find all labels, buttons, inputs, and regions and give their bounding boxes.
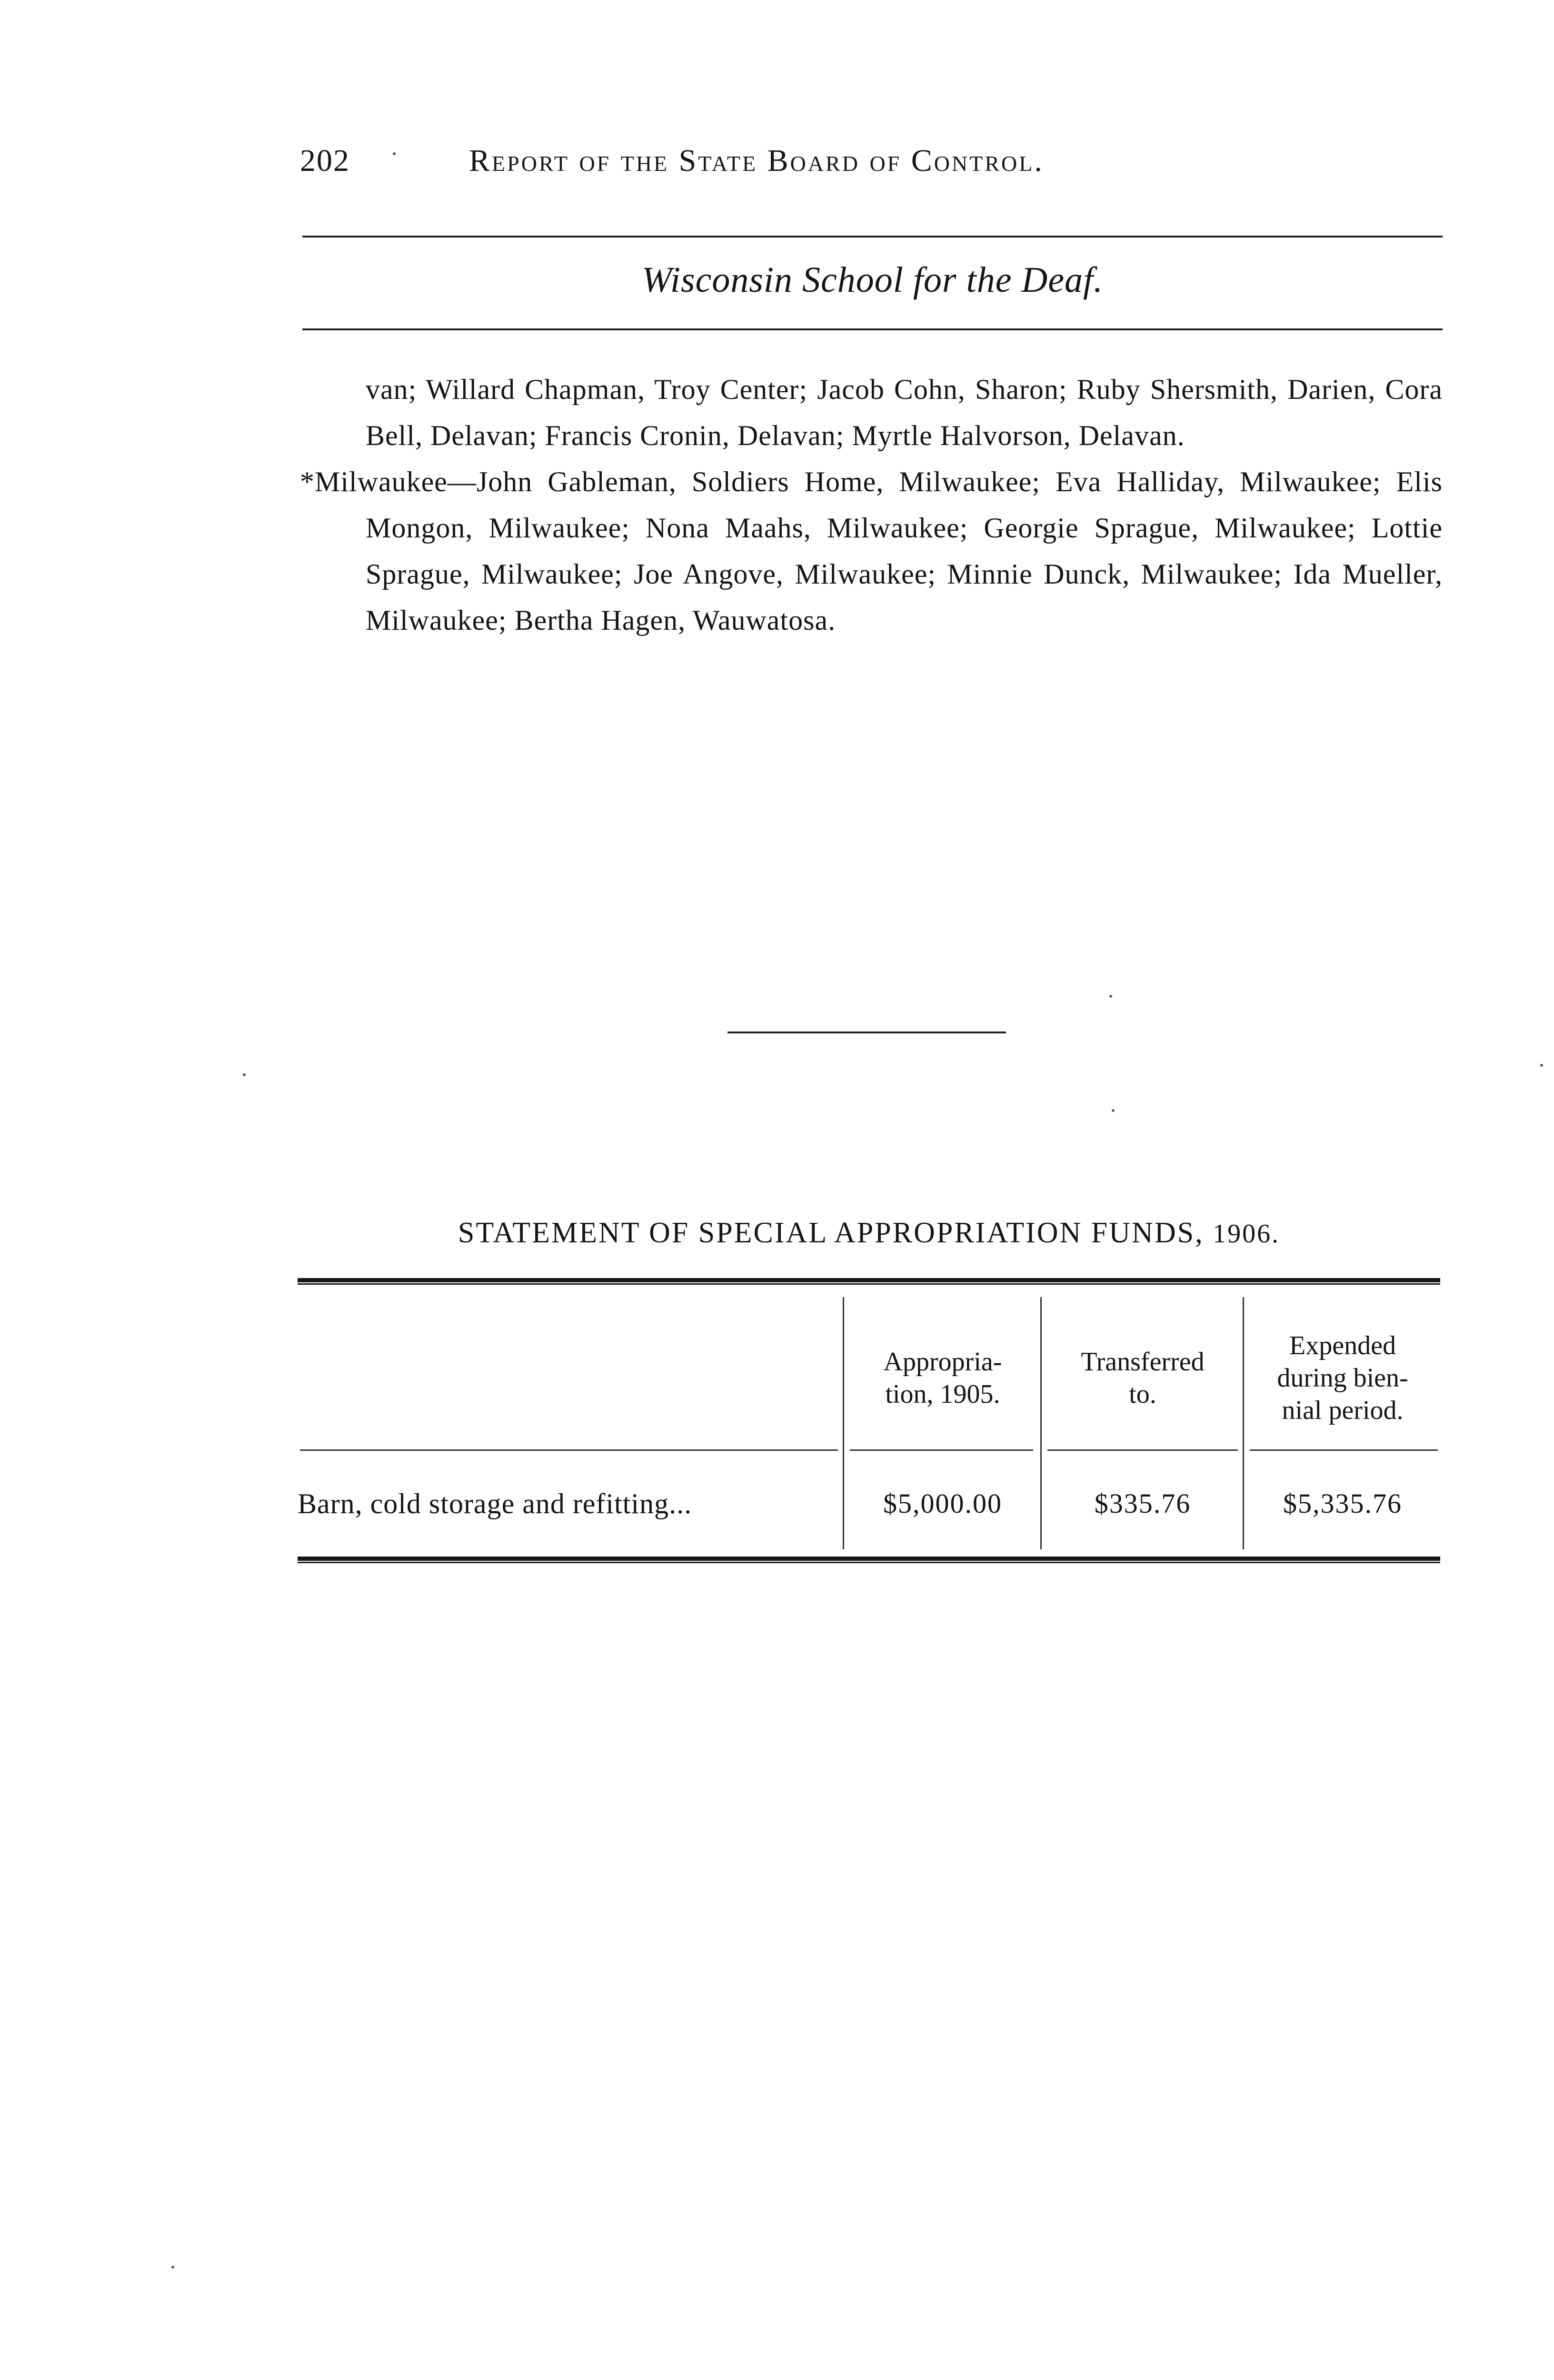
column-header-line: Transferred — [1081, 1347, 1205, 1377]
header-underline — [850, 1449, 1033, 1451]
scan-speck — [393, 152, 396, 155]
appropriation-table — [298, 1278, 1440, 1573]
scan-speck — [1109, 995, 1112, 998]
header-underline — [1047, 1449, 1238, 1451]
scan-speck — [243, 1073, 246, 1076]
paragraph-continued: van; Willard Chapman, Troy Center; Jacob Cohn, Sharon; Ruby Shersmith, Darien, Cora Bell, Delavan; Francis Cronin, Delavan; Myrtle Halvorson, Delavan. — [366, 374, 1443, 451]
cell-expended: $5,335.76 — [1283, 1488, 1402, 1519]
column-header-expended — [1245, 1319, 1440, 1438]
column-header-line: Expended — [1289, 1331, 1396, 1360]
body-text — [300, 367, 1443, 644]
column-header-line: nial period. — [1282, 1396, 1404, 1425]
running-header — [300, 143, 1276, 195]
scan-speck — [1540, 1064, 1543, 1067]
table-bottom-rule — [298, 1557, 1440, 1563]
section-divider — [727, 1031, 1006, 1033]
statement-year: 1906. — [1213, 1219, 1280, 1249]
scan-speck — [1112, 1109, 1115, 1112]
column-divider — [1243, 1297, 1244, 1549]
column-header-line: during bien- — [1277, 1363, 1408, 1393]
header-underline — [1250, 1449, 1438, 1451]
column-header-line: to. — [1129, 1379, 1156, 1409]
statement-title — [295, 1216, 1443, 1250]
header-underline — [300, 1449, 838, 1451]
column-divider — [843, 1297, 844, 1549]
column-divider — [1040, 1297, 1042, 1549]
column-header-transferred — [1043, 1319, 1243, 1438]
column-header-line: Appropria- — [883, 1347, 1002, 1377]
running-title: Report of the State Board of Control. — [469, 143, 1044, 178]
cell-appropriation: $5,000.00 — [883, 1488, 1002, 1519]
header-rule-top — [302, 236, 1443, 238]
table-top-rule — [298, 1278, 1440, 1285]
cell-transferred: $335.76 — [1094, 1488, 1191, 1519]
row-label: Barn, cold storage and refitting... — [298, 1488, 692, 1519]
column-header-appropriation — [845, 1319, 1040, 1438]
section-title: Wisconsin School for the Deaf. — [641, 260, 1104, 300]
column-header-line: tion, 1905. — [885, 1379, 1000, 1409]
scan-speck — [171, 2266, 174, 2269]
paragraph-milwaukee: *Milwaukee—John Gableman, Soldiers Home, Milwaukee; Eva Halliday, Milwaukee; Elis Mongon, Milwaukee; Nona Maahs, Milwaukee; Georgie Sprague, Milwaukee; Lottie Sprague, Milwaukee; Joe Angove, Milwaukee; Minnie Dunck, Milwaukee; Ida Mueller, Milwaukee; Bertha Hagen, Wauwatosa. — [300, 466, 1443, 636]
page-number: 202 — [300, 143, 350, 178]
statement-title-text: STATEMENT OF SPECIAL APPROPRIATION FUNDS, — [458, 1217, 1204, 1249]
header-rule-bottom — [302, 328, 1443, 330]
